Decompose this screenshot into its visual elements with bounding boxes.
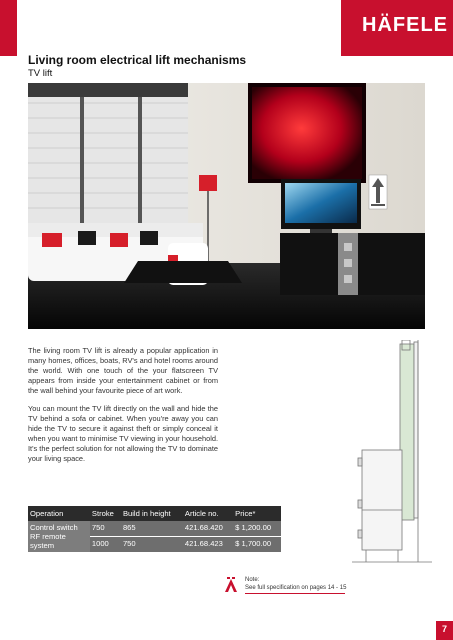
living-room-photo	[28, 83, 425, 329]
operation-label-line: Control switch	[30, 523, 78, 532]
col-build-in-height: Build in height	[121, 506, 183, 521]
operation-label-line: RF remote	[30, 532, 66, 541]
table-header-row	[28, 506, 281, 521]
col-price: Price*	[233, 506, 281, 521]
price-cell: $ 1,700.00	[233, 537, 281, 553]
operation-label-line: system	[30, 541, 55, 550]
note-text: See full specification on pages 14 - 15	[245, 585, 347, 591]
price-cell: $ 1,200.00	[233, 521, 281, 537]
spec-table	[28, 506, 281, 552]
col-stroke: Stroke	[90, 506, 121, 521]
mounting-paragraph: You can mount the TV lift directly on the wall and hide the TV behind a sofa or cabinet. When you're away you can hide the TV to secure it against theft or simply conceal it when you want to minimise TV viewing in your household. It's the perfect solution for not allowing the TV to dominate your living space.	[28, 404, 218, 463]
brand-accent-bar	[0, 0, 17, 56]
table-row	[28, 521, 281, 537]
note-divider	[245, 593, 345, 594]
page-title: Living room electrical lift mechanisms	[28, 53, 247, 67]
operation-cell	[28, 521, 90, 552]
brand-logo: HÄFELE	[362, 14, 448, 36]
page-number: 7	[441, 624, 447, 634]
intro-paragraph: The living room TV lift is already a popular application in many homes, offices, boats, RV's and hotel rooms around the world. With one touch of the your flatscreen TV appears from inside your entertainment cabinet or from the wall behind your favourite piece of art work.	[28, 346, 218, 395]
wall-mount-diagram	[352, 340, 432, 570]
build-in-height-cell: 865	[121, 521, 183, 537]
stroke-cell: 750	[90, 521, 121, 537]
stroke-cell: 1000	[90, 537, 121, 553]
page-subtitle: TV lift	[28, 68, 53, 79]
article-no-cell: 421.68.423	[183, 537, 233, 553]
note-title: Note:	[245, 577, 260, 583]
col-operation: Operation	[28, 506, 90, 521]
col-article-no: Article no.	[183, 506, 233, 521]
hafele-a-icon	[223, 577, 239, 593]
article-no-cell: 421.68.420	[183, 521, 233, 537]
build-in-height-cell: 750	[121, 537, 183, 553]
